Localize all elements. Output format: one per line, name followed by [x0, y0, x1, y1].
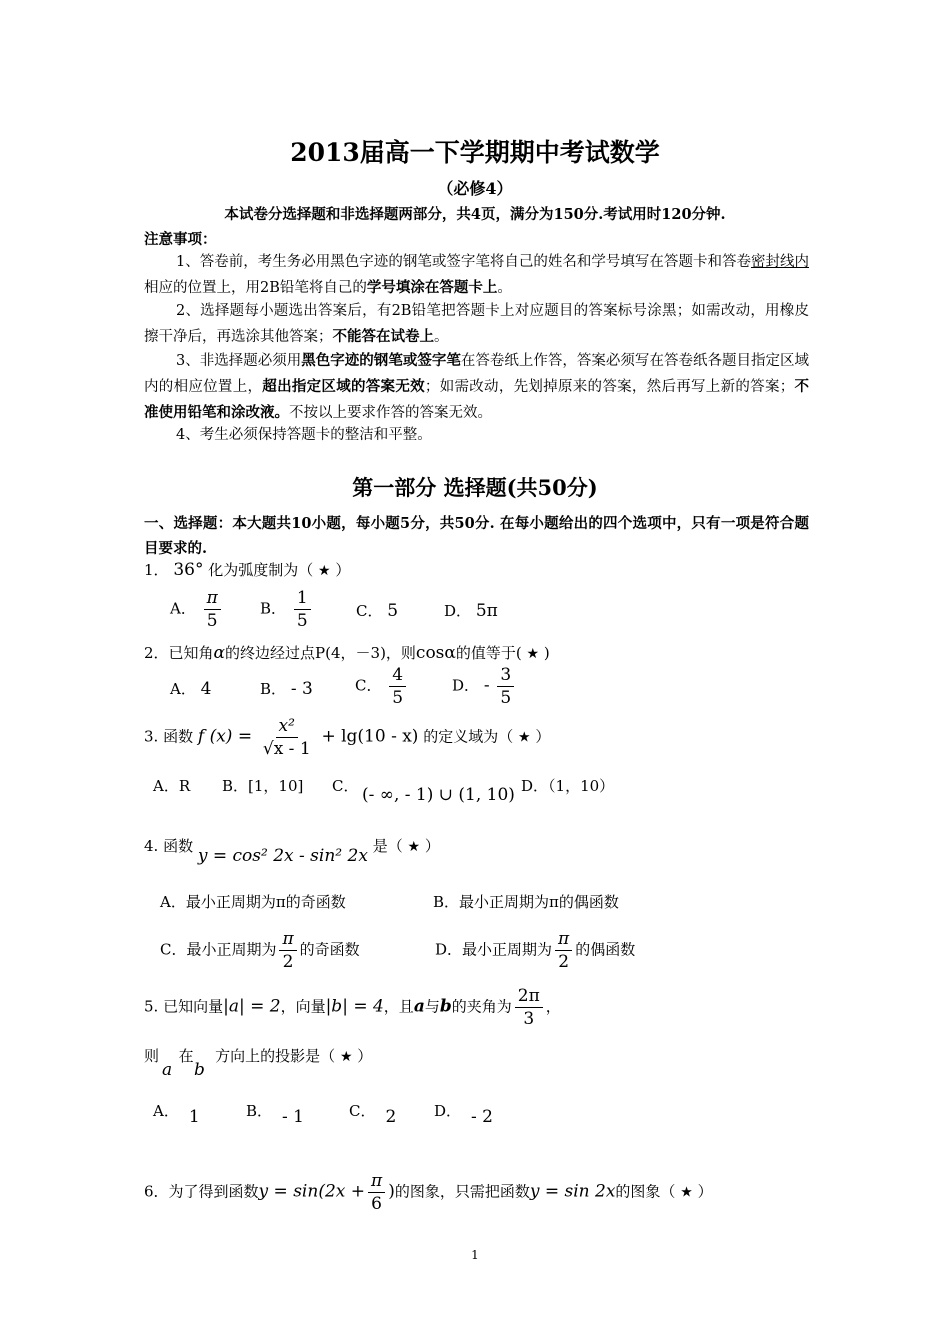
option-label: D． [434, 1102, 462, 1120]
numerator: 4 [389, 664, 406, 687]
q5-b-magnitude: |b| = 4 [325, 996, 384, 1017]
notice-3-bold-3: 不准使用铅笔和涂改液。 [144, 378, 810, 421]
page-subtitle: （必修4） [437, 179, 513, 198]
q2-text-a: 2．已知角 [144, 644, 214, 662]
q1-option-d [444, 600, 498, 621]
page-title: 2013届高一下学期期中考试数学 [290, 138, 660, 167]
numerator: π [555, 928, 572, 951]
q1-option-c [356, 600, 398, 621]
q4-c-fraction [279, 928, 296, 973]
q3-option-a: A．R [153, 777, 191, 795]
notice-2 [144, 299, 809, 350]
option-value: - 1 [282, 1107, 304, 1127]
notice-2-end: 。 [434, 329, 449, 345]
q4-question-text: 是（ [372, 837, 403, 855]
section-intro: 一、选择题：本大题共10小题，每小题5分，共50分. 在每小题给出的四个选项中，只有一项是符合题目要求的. [144, 515, 809, 557]
q5-option-c [349, 1100, 397, 1127]
q3-option-c-value: (- ∞, - 1) ∪ (1, 10) [362, 785, 515, 805]
option-value: - 2 [471, 1107, 493, 1127]
q3-option-c-label: C． [332, 777, 359, 795]
q5-text: 5. 已知向量 [144, 997, 224, 1016]
option-label: C． [355, 676, 382, 695]
option-text: D．最小正周期为 [435, 940, 553, 959]
question-2 [144, 642, 550, 663]
q3-fraction [260, 715, 314, 760]
q2-option-c [355, 664, 409, 709]
question-6 [144, 1170, 713, 1215]
notice-3-text-d: 不按以上要求作答的答案无效。 [289, 405, 492, 421]
notice-1-underline: 密封线内 [750, 254, 809, 270]
option-value: 4 [200, 679, 212, 699]
notice-1-end: 。 [497, 280, 512, 296]
q2-c-fraction [389, 664, 406, 709]
notice-1 [144, 250, 809, 301]
notice-1-text-b: 相应的位置上，用2B铅笔将自己的 [144, 280, 367, 296]
section-title: 第一部分 选择题(共50分) [352, 475, 598, 500]
numerator: x² [276, 715, 298, 738]
denominator: 3 [523, 1009, 535, 1029]
star-icon: ★ [680, 1184, 693, 1201]
q4-option-c [160, 928, 360, 973]
notice-2-bold: 不能答在试卷上 [332, 328, 434, 345]
q3-function: f (x) = [197, 726, 253, 747]
notice-4: 4、考生必须保持答题卡的整洁和平整。 [176, 427, 432, 443]
option-text-end: 的奇函数 [299, 940, 360, 959]
q5-a-magnitude: |a| = 2 [223, 996, 281, 1017]
q6-fraction [368, 1170, 385, 1215]
option-label: B． [246, 1102, 273, 1120]
star-icon: ★ [318, 563, 331, 579]
notice-3-text-b: 在答卷纸上作答，答案必须写在答卷纸各题目指定区域内的相应位置上， [144, 353, 809, 395]
star-icon: ★ [407, 839, 421, 855]
option-value: 1 [188, 1107, 200, 1127]
q5-option-b [246, 1100, 304, 1127]
q1-expression: 36° [173, 560, 204, 580]
option-value: 5 [387, 601, 399, 621]
numerator: 1 [294, 587, 311, 610]
q1-option-a [170, 587, 224, 632]
q6-expression-1: y = sin(2x + [258, 1181, 365, 1202]
q3-tail: + lg(10 - x) [321, 726, 419, 747]
denominator: √x - 1 [262, 739, 311, 759]
option-label: B． [260, 599, 287, 618]
option-value: 2 [385, 1107, 397, 1127]
q2-cos: cosα [415, 643, 456, 663]
notice-3-bold-2: 超出指定区域的答案无效 [262, 378, 425, 395]
q5-end: ） [357, 1047, 373, 1065]
denominator: 5 [206, 611, 218, 631]
q4-option-a: A．最小正周期为π的奇函数 [160, 893, 346, 911]
q3-option-d: D．（1，10） [521, 777, 615, 795]
q6-text-b: 的图象，只需把函数 [394, 1182, 530, 1201]
question-3 [144, 715, 550, 760]
q2-option-a [170, 678, 211, 699]
q5-line2-text-c: 方向上的投影是（ [215, 1047, 336, 1065]
q4-expression: y = cos² 2x - sin² 2x [197, 846, 368, 866]
option-label: A． [153, 1102, 179, 1120]
option-label: C． [349, 1102, 376, 1120]
notice-3-text-c: ；如需改动，先划掉原来的答案，然后再写上新的答案； [424, 379, 795, 395]
q2-alpha: α [213, 643, 226, 663]
q6-end: ） [697, 1182, 713, 1201]
q5-vector-b-2: b [194, 1060, 205, 1080]
numerator: π [368, 1170, 385, 1193]
q3-text: 3. 函数 [144, 727, 194, 746]
option-label: A． [170, 680, 196, 698]
denominator: 5 [392, 688, 404, 708]
star-icon: ★ [526, 646, 540, 662]
q2-end: ) [543, 644, 550, 662]
numerator: π [279, 928, 296, 951]
denominator: 5 [500, 688, 512, 708]
q3-end: ） [535, 727, 551, 746]
q5-text-c: ，且 [383, 997, 414, 1016]
option-label: D． [444, 602, 472, 620]
notice-1-bold: 学号填涂在答题卡上 [366, 279, 498, 296]
q1-option-b [260, 587, 314, 632]
notice-3 [144, 348, 809, 426]
page-number: 1 [471, 1248, 479, 1262]
q6-text-c: 的图象（ [615, 1182, 676, 1201]
q2-option-b [260, 678, 313, 699]
q1-b-fraction [294, 587, 311, 632]
q4-d-fraction [555, 928, 572, 973]
q3-option-b: B．[1，10] [222, 777, 304, 795]
q1-end: ） [335, 561, 351, 579]
q4-option-d [435, 928, 635, 973]
q5-vector-a: a [413, 996, 425, 1017]
q2-text-c: 的值等于( [455, 644, 522, 662]
q4-option-b: B．最小正周期为π的偶函数 [433, 893, 619, 911]
q1-number: 1． [144, 561, 169, 579]
notice-2-text: 2、选择题每小题选出答案后，有2B铅笔把答题卡上对应题目的答案标号涂黑；如需改动，用橡皮擦干净后，再选涂其他答案； [144, 303, 809, 345]
star-icon: ★ [339, 1049, 353, 1065]
option-label: D． [452, 676, 480, 695]
q2-d-fraction [497, 664, 514, 709]
denominator: 2 [558, 952, 570, 972]
q1-text: 化为弧度制为（ [208, 561, 314, 579]
numerator: 3 [497, 664, 514, 687]
question-5 [144, 985, 561, 1030]
q5-line2-text-a: 则 [144, 1047, 160, 1065]
denominator: 5 [296, 611, 308, 631]
q5-text-b: ，向量 [280, 997, 326, 1016]
q4-text: 4. 函数 [144, 837, 194, 855]
q5-text-d: 与 [424, 997, 440, 1016]
q3-question-text: 的定义域为（ [423, 727, 514, 746]
q5-option-a [153, 1100, 200, 1127]
q5-line2-text-b: 在 [178, 1047, 194, 1065]
notice-1-text: 1、答卷前，考生务必用黑色字迹的钢笔或签字笔将自己的姓名和学号填写在答题卡和答卷 [176, 254, 751, 270]
q5-option-d [434, 1100, 493, 1127]
numerator: π [204, 587, 221, 610]
option-text-end: 的偶函数 [575, 940, 636, 959]
q6-expression-2: y = sin 2x [529, 1181, 616, 1202]
q5-angle-fraction [515, 985, 543, 1030]
option-value: 5π [475, 601, 498, 621]
q2-option-d [452, 664, 517, 709]
denominator: 6 [371, 1194, 382, 1214]
option-sign: - [483, 675, 490, 696]
q5-vector-a-2: a [162, 1060, 173, 1080]
question-4 [144, 835, 440, 866]
option-value: - 3 [290, 679, 313, 699]
star-icon: ★ [518, 729, 531, 746]
q4-end: ） [424, 837, 440, 855]
option-label: A． [170, 599, 196, 618]
option-label: C． [356, 602, 383, 620]
q5-vector-b: b [439, 996, 452, 1017]
q5-comma: ， [545, 997, 561, 1016]
notice-heading: 注意事项： [144, 231, 217, 248]
notice-3-bold-1: 黑色字迹的钢笔或签字笔 [301, 352, 461, 369]
option-text: C．最小正周期为 [160, 940, 277, 959]
q5-line-2 [144, 1045, 372, 1066]
question-1 [144, 559, 350, 580]
numerator: 2π [515, 985, 543, 1008]
option-label: B． [260, 680, 287, 698]
denominator: 2 [282, 952, 294, 972]
q5-text-e: 的夹角为 [451, 997, 512, 1016]
exam-description: 本试卷分选择题和非选择题两部分，共4页，满分为150分.考试用时120分钟. [224, 206, 726, 223]
q1-a-fraction [204, 587, 221, 632]
notice-3-text: 3、非选择题必须用 [176, 353, 302, 369]
q6-text: 6．为了得到函数 [144, 1182, 259, 1201]
q2-text-b: 的终边经过点P(4，－3)，则 [225, 644, 416, 662]
q6-expression-1-end: ) [388, 1181, 395, 1202]
